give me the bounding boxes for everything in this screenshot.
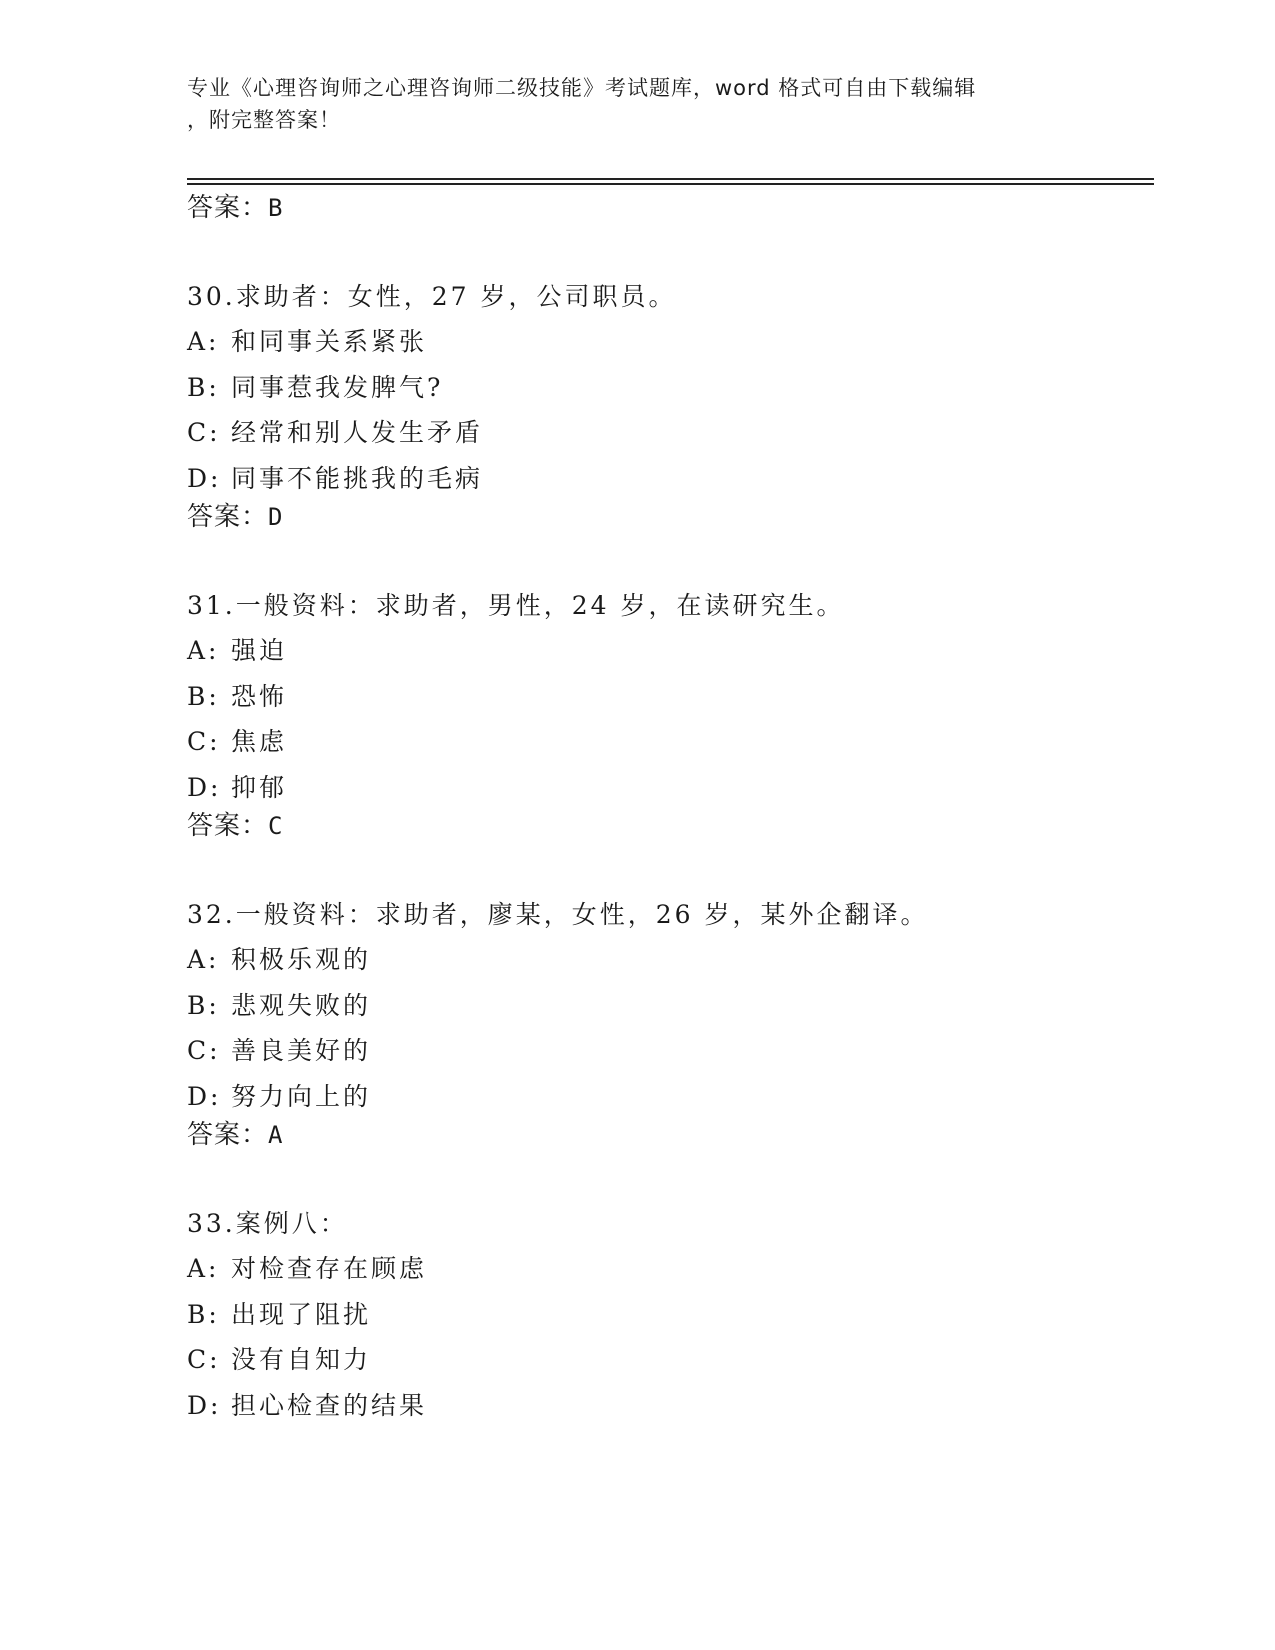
question-title: 32.一般资料：求助者，廖某，女性，26 岁，某外企翻译。	[187, 900, 929, 929]
header-line-1: 专业《心理咨询师之心理咨询师二级技能》考试题库，word 格式可自由下载编辑	[187, 76, 977, 100]
question-31	[187, 590, 1167, 817]
header-rule-bottom	[187, 183, 1154, 185]
option-b	[187, 372, 1167, 418]
option-text: 善良美好的	[231, 1036, 372, 1065]
option-key: D:	[187, 1081, 222, 1111]
option-d	[187, 1390, 1167, 1436]
option-d	[187, 1081, 1167, 1127]
header-rule-top	[187, 178, 1154, 180]
option-text: 抑郁	[231, 772, 288, 802]
option-key: A:	[187, 945, 220, 974]
option-key: A:	[187, 1254, 220, 1283]
option-key: A:	[187, 636, 220, 665]
answer-32	[187, 1119, 283, 1151]
answer-label: 答案：	[187, 193, 269, 223]
option-b	[187, 681, 1167, 727]
option-key: C:	[187, 418, 221, 447]
option-d	[187, 463, 1167, 509]
question-33	[187, 1208, 1167, 1435]
answer-31	[187, 810, 283, 842]
option-text: 经常和别人发生矛盾	[231, 418, 484, 447]
option-a	[187, 944, 1167, 990]
option-a	[187, 635, 1167, 681]
option-text: 悲观失败的	[231, 990, 372, 1020]
option-key: B:	[187, 990, 220, 1020]
question-title: 31.一般资料：求助者，男性，24 岁，在读研究生。	[187, 591, 845, 620]
option-text: 同事不能挑我的毛病	[231, 463, 484, 493]
option-key: D:	[187, 1390, 222, 1420]
option-text: 焦虑	[231, 727, 288, 756]
question-title: 30.求助者：女性，27 岁，公司职员。	[187, 282, 677, 311]
option-text: 同事惹我发脾气?	[231, 372, 444, 402]
option-text: 努力向上的	[231, 1081, 372, 1111]
option-key: B:	[187, 372, 220, 402]
option-key: A:	[187, 327, 220, 356]
header-line-2: ，附完整答案！	[187, 108, 341, 132]
option-key: D:	[187, 772, 222, 802]
option-c	[187, 417, 1167, 463]
option-key: D:	[187, 463, 222, 493]
option-c	[187, 726, 1167, 772]
answer-label: 答案：	[187, 502, 269, 532]
option-key: C:	[187, 1036, 221, 1065]
option-b	[187, 990, 1167, 1036]
answer-value: C	[268, 812, 284, 840]
answer-value: B	[268, 194, 284, 222]
option-text: 出现了阻扰	[231, 1299, 372, 1329]
question-30	[187, 281, 1167, 508]
option-b	[187, 1299, 1167, 1345]
option-key: C:	[187, 1345, 221, 1374]
option-text: 恐怖	[231, 681, 288, 711]
option-text: 没有自知力	[231, 1345, 372, 1374]
answer-label: 答案：	[187, 1120, 269, 1150]
option-d	[187, 772, 1167, 818]
option-a	[187, 1253, 1167, 1299]
question-32	[187, 899, 1167, 1126]
answer-value: A	[268, 1121, 284, 1149]
answer-previous	[187, 192, 283, 224]
option-text: 强迫	[231, 636, 288, 665]
answer-30	[187, 501, 283, 533]
option-c	[187, 1035, 1167, 1081]
answer-value: D	[268, 503, 284, 531]
option-key: B:	[187, 1299, 220, 1329]
option-c	[187, 1344, 1167, 1390]
option-text: 对检查存在顾虑	[231, 1254, 428, 1283]
option-text: 担心检查的结果	[231, 1390, 428, 1420]
option-key: B:	[187, 681, 220, 711]
option-a	[187, 326, 1167, 372]
option-text: 积极乐观的	[231, 945, 372, 974]
option-text: 和同事关系紧张	[231, 327, 428, 356]
document-header	[187, 72, 1067, 136]
option-key: C:	[187, 727, 221, 756]
answer-label: 答案：	[187, 811, 269, 841]
question-title: 33.案例八：	[187, 1209, 348, 1238]
